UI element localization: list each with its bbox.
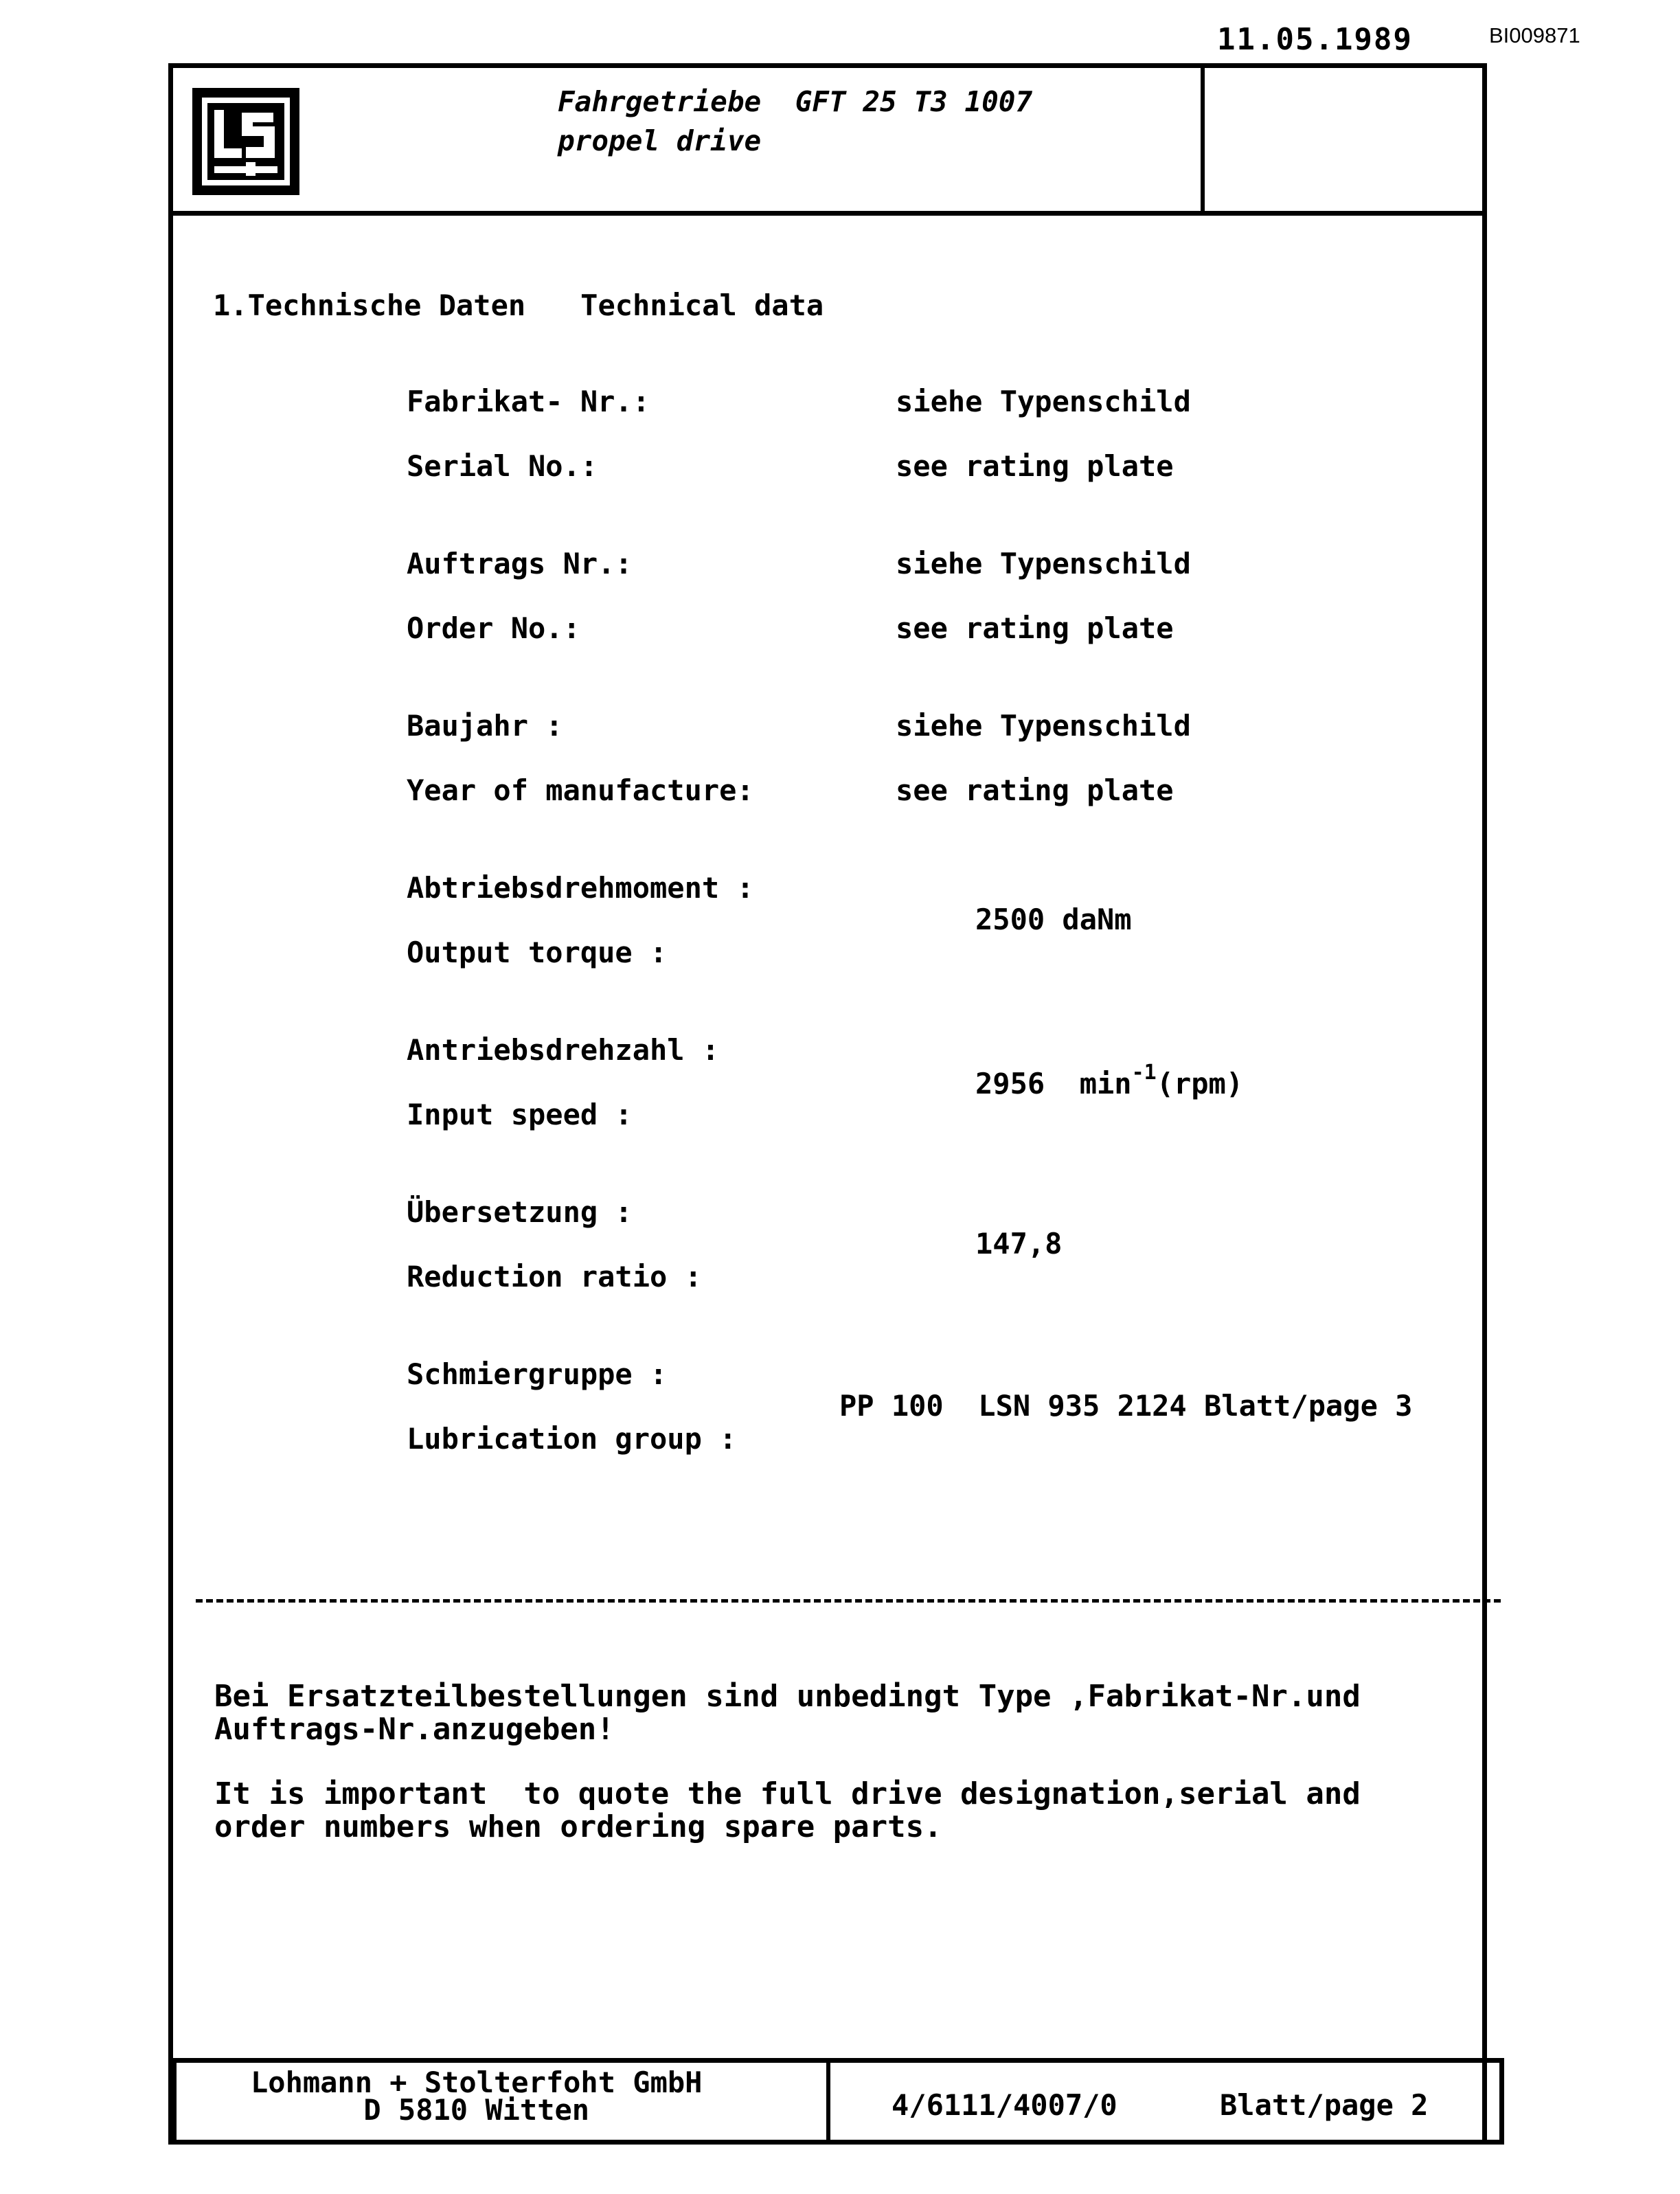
input-label: Input speed : (407, 1098, 633, 1131)
order-label: Order No.: (407, 611, 580, 645)
abtrieb-label: Abtriebsdrehmoment : (407, 871, 754, 905)
header-divider (168, 211, 1487, 216)
auftrags-label: Auftrags Nr.: (407, 547, 633, 580)
header-title-line1: Fahrgetriebe GFT 25 T3 1007 (558, 85, 1033, 118)
serial-label: Serial No.: (407, 449, 598, 483)
footer-column-divider (826, 2058, 830, 2140)
speed-exponent: -1 (1131, 1061, 1157, 1085)
header-title-line2: propel drive (558, 124, 762, 157)
year-label: Year of manufacture: (407, 773, 754, 807)
document-date: 11.05.1989 (1217, 22, 1413, 57)
dashed-separator (196, 1599, 1501, 1603)
section-title-en: Technical data (580, 289, 824, 322)
footer-divider (172, 2058, 1504, 2063)
section-title-de: 1.Technische Daten (213, 289, 526, 322)
footer-reference: 4/6111/4007/0 (892, 2088, 1117, 2122)
antrieb-label: Antriebsdrehzahl : (407, 1033, 720, 1067)
fabrikat-value: siehe Typenschild (896, 385, 1191, 418)
uebersetzung-label: Übersetzung : (407, 1195, 633, 1229)
company-name: Lohmann + Stolterfoht GmbH (251, 2066, 703, 2099)
company-logo (192, 88, 299, 195)
lubrication-value: PP 100 LSN 935 2124 Blatt/page 3 (839, 1389, 1413, 1423)
section-title (213, 289, 824, 322)
baujahr-value: siehe Typenschild (896, 709, 1191, 743)
header-title (558, 82, 1032, 161)
ls-logo-icon (207, 103, 284, 180)
baujahr-label: Baujahr : (407, 709, 563, 743)
speed-unit: (rpm) (1156, 1067, 1244, 1100)
ratio-value: 147,8 (975, 1227, 1063, 1260)
speed-value (975, 1061, 1244, 1100)
serial-value: see rating plate (896, 449, 1174, 483)
schmier-label: Schmiergruppe : (407, 1357, 668, 1391)
footer-page-number: Blatt/page 2 (1220, 2088, 1429, 2122)
speed-number: 2956 min (975, 1067, 1132, 1100)
footer-company (251, 2066, 703, 2127)
note-en: It is important to quote the full drive designation,serial and order numbers when ordering spare parts. (214, 1776, 1361, 1844)
auftrags-value: siehe Typenschild (896, 547, 1191, 580)
fabrikat-label: Fabrikat- Nr.: (407, 385, 650, 418)
order-value: see rating plate (896, 611, 1174, 645)
torque-value: 2500 daNm (975, 903, 1132, 936)
year-value: see rating plate (896, 773, 1174, 807)
reduction-label: Reduction ratio : (407, 1260, 702, 1293)
note-de: Bei Ersatzteilbestellungen sind unbedingt Type ,Fabrikat-Nr.und Auftrags-Nr.anzugeben! (214, 1679, 1361, 1747)
lubrication-label: Lubrication group : (407, 1422, 737, 1456)
output-label: Output torque : (407, 936, 668, 969)
document-id: BI009871 (1489, 23, 1580, 47)
header-column-divider (1201, 63, 1205, 216)
company-address: D 5810 Witten (363, 2093, 590, 2127)
